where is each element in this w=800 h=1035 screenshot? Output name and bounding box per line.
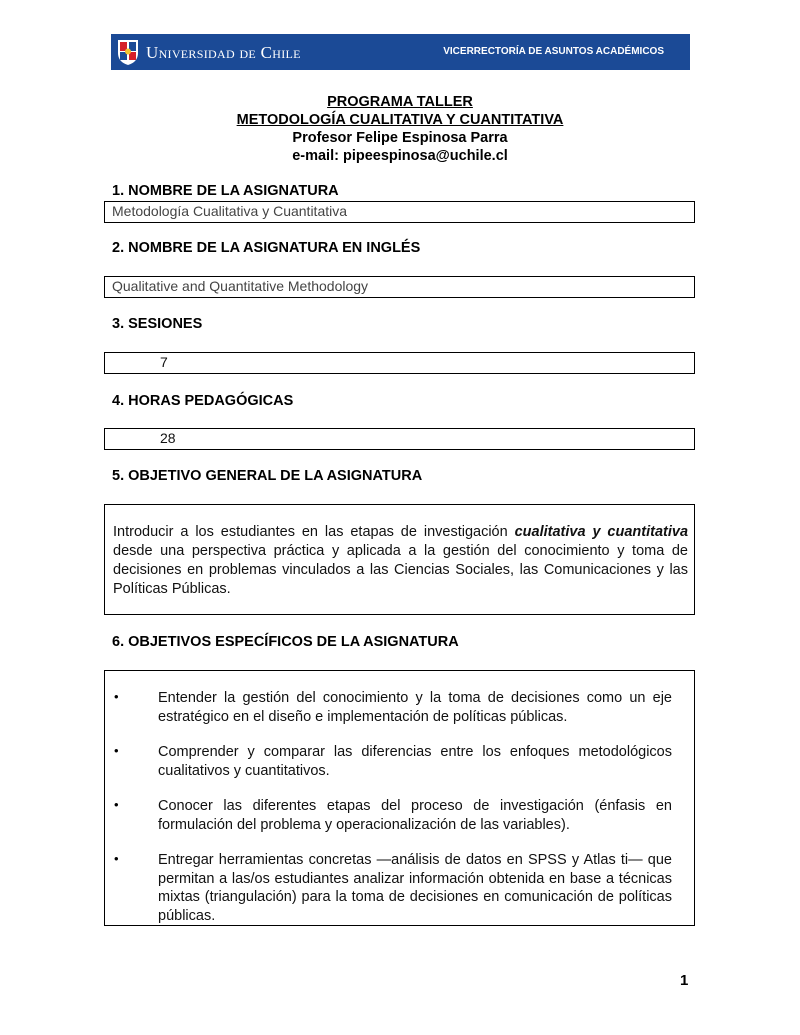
section-1-box xyxy=(104,201,695,223)
document-title-block xyxy=(0,93,800,165)
section-6-heading: 6. OBJETIVOS ESPECÍFICOS DE LA ASIGNATURA xyxy=(112,634,459,650)
section-3-box xyxy=(104,352,695,374)
course-name-value: Metodología Cualitativa y Cuantitativa xyxy=(112,203,348,219)
bullet-icon: • xyxy=(114,851,119,866)
course-title: METODOLOGÍA CUALITATIVA Y CUANTITATIVA xyxy=(236,112,564,128)
header-banner xyxy=(111,34,690,70)
section-2-heading: 2. NOMBRE DE LA ASIGNATURA EN INGLÉS xyxy=(112,240,421,256)
objective-text: Comprender y comparar las diferencias entre los enfoques metodológicos cualitativos y cuantitativos. xyxy=(158,744,672,779)
section-2-box xyxy=(104,276,695,298)
section-3-heading: 3. SESIONES xyxy=(112,316,203,332)
section-4-heading: 4. HORAS PEDAGÓGICAS xyxy=(112,393,294,409)
section-6-box xyxy=(104,670,695,926)
university-crest-icon xyxy=(117,38,139,66)
vicerrectoria-label: VICERRECTORÍA DE ASUNTOS ACADÉMICOS xyxy=(443,46,664,57)
general-objective-post: desde una perspectiva práctica y aplicada a la gestión del conocimiento y toma de decisiones en problemas vinculados a las Ciencias Sociales, las Comunicaciones y las Políticas Públicas. xyxy=(113,543,688,597)
objective-text: Conocer las diferentes etapas del proceso de investigación (énfasis en formulación del problema y operacionalización de las variables). xyxy=(158,798,672,833)
general-objective-pre: Introducir a los estudiantes en las etapas de investigación xyxy=(113,524,515,540)
objective-text: Entender la gestión del conocimiento y la toma de decisiones como un eje estratégico en el diseño e implementación de políticas públicas. xyxy=(158,690,672,725)
list-item xyxy=(105,851,694,925)
hours-value: 28 xyxy=(160,430,176,446)
bullet-icon: • xyxy=(114,689,119,704)
section-1-heading: 1. NOMBRE DE LA ASIGNATURA xyxy=(112,183,339,199)
specific-objectives-list xyxy=(105,689,694,942)
university-name: Universidad de Chile xyxy=(146,43,301,62)
program-title: PROGRAMA TALLER xyxy=(327,94,473,110)
section-5-box xyxy=(104,504,695,615)
general-objective-emphasis: cualitativa y cuantitativa xyxy=(514,524,689,540)
objective-text: Entregar herramientas concretas —análisis de datos en SPSS y Atlas ti— que permitan a las/os estudiantes analizar información obtenida en base a técnicas mixtas (triangulación) para la toma de decisiones en comunicación de políticas públicas. xyxy=(158,852,672,924)
page-number: 1 xyxy=(680,972,689,989)
section-5-heading: 5. OBJETIVO GENERAL DE LA ASIGNATURA xyxy=(112,468,423,484)
sessions-value: 7 xyxy=(160,354,168,370)
bullet-icon: • xyxy=(114,797,119,812)
professor-name: Profesor Felipe Espinosa Parra xyxy=(292,130,508,146)
section-4-box xyxy=(104,428,695,450)
general-objective-text xyxy=(113,523,688,599)
bullet-icon: • xyxy=(114,743,119,758)
list-item xyxy=(105,797,694,834)
professor-email: e-mail: pipeespinosa@uchile.cl xyxy=(292,148,508,164)
list-item xyxy=(105,743,694,780)
course-name-english-value: Qualitative and Quantitative Methodology xyxy=(112,278,369,294)
list-item xyxy=(105,689,694,726)
